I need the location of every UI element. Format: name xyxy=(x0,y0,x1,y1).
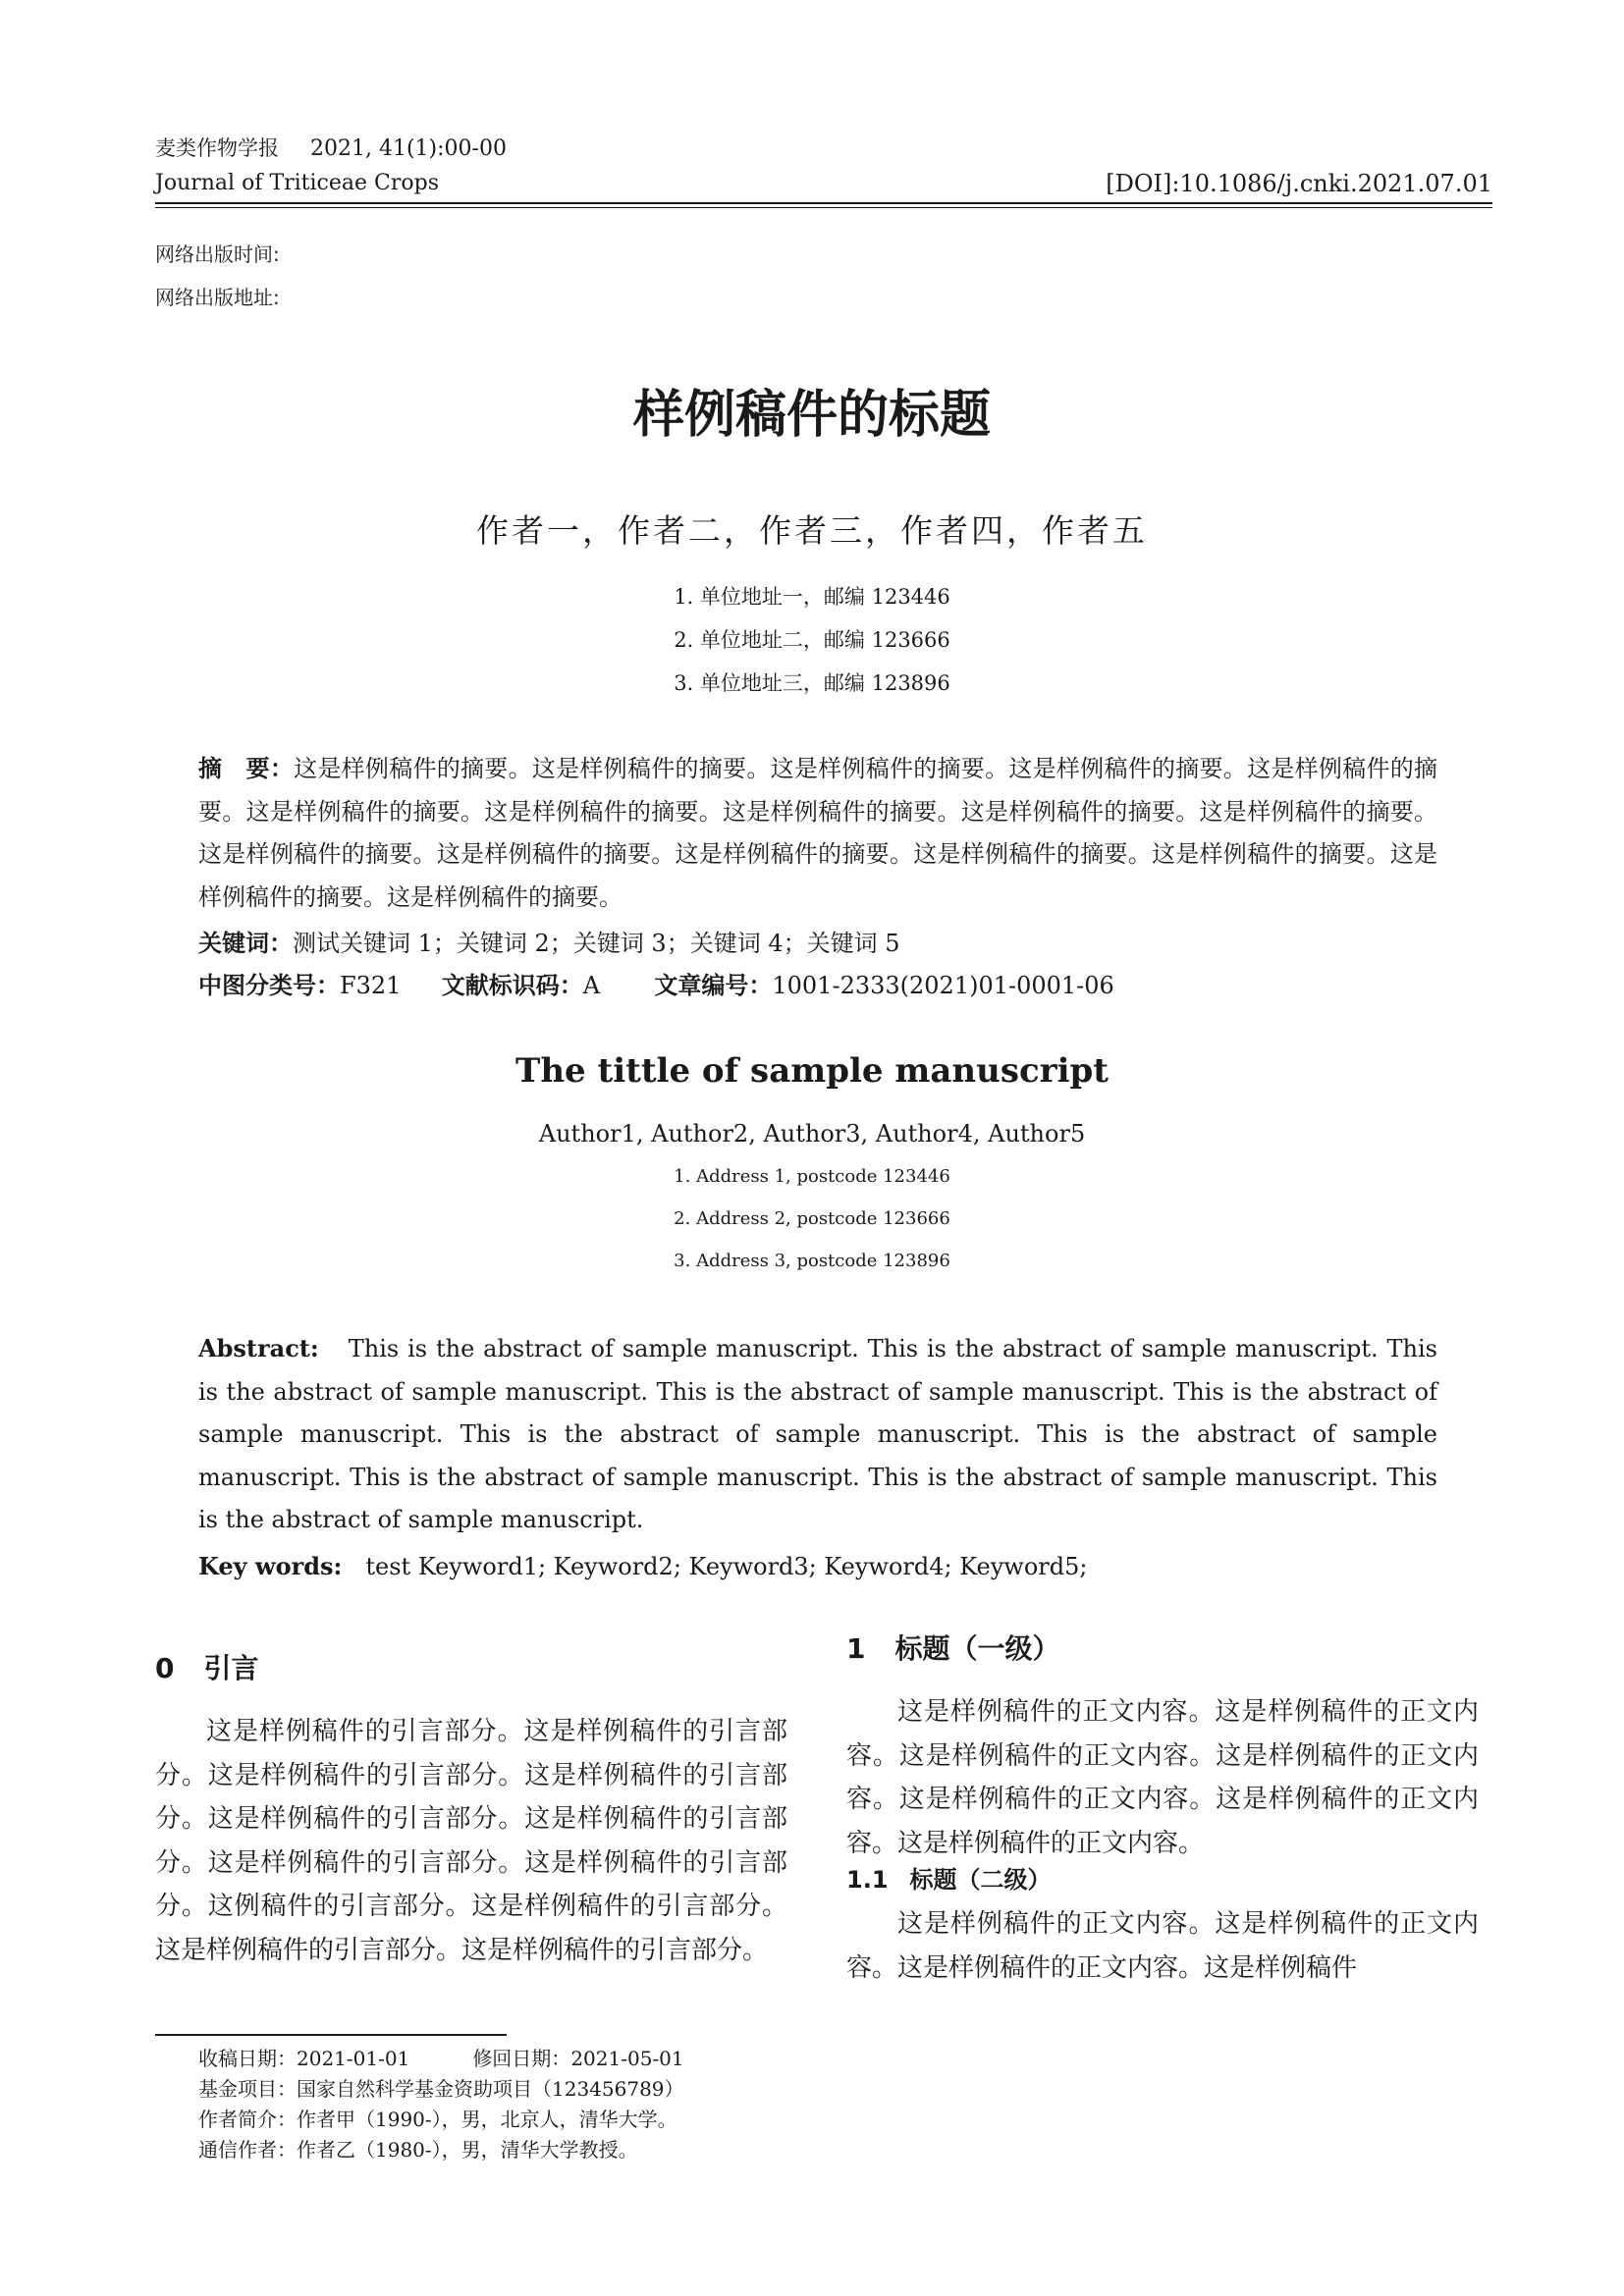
corresponding-text: 作者乙（1980-），男，清华大学教授。 xyxy=(297,2138,638,2162)
cn-keywords-text: 测试关键词 1；关键词 2；关键词 3；关键词 4；关键词 5 xyxy=(293,930,900,957)
corresponding-label: 通信作者： xyxy=(198,2138,297,2162)
online-publication-time: 网络出版时间: xyxy=(155,242,280,266)
cn-abstract-text: 这是样例稿件的摘要。这是样例稿件的摘要。这是样例稿件的摘要。这是样例稿件的摘要。这是样例稿件的摘要。这是样例稿件的摘要。这是样例稿件的摘要。这是样例稿件的摘要。这是样例稿件的摘要。这是样例稿件的摘要。这是样例稿件的摘要。这是样例稿件的摘要。这是样例稿件的摘要。这是样例稿件的摘要。这是样例稿件的摘要。这是样例稿件的摘要。这是样例稿件的摘要。 xyxy=(198,755,1438,911)
clc-label: 中图分类号： xyxy=(198,972,340,999)
received-label: 收稿日期： xyxy=(198,2047,297,2070)
en-title: The tittle of sample manuscript xyxy=(515,1051,1109,1091)
section-title: 标题（一级） xyxy=(894,1632,1060,1665)
doc-code-value: A xyxy=(582,972,601,999)
footnote-dates xyxy=(198,2044,807,2074)
clc-value: F321 xyxy=(340,972,402,999)
en-address-2: 2. Address 2, postcode 123666 xyxy=(674,1208,950,1229)
section-number: 1 xyxy=(846,1632,866,1665)
citation: 2021, 41(1):00-00 xyxy=(310,136,507,161)
revised-label: 修回日期： xyxy=(472,2047,571,2070)
cn-keywords-label: 关键词： xyxy=(198,930,293,957)
en-keywords xyxy=(198,1545,1437,1589)
en-keywords-label: Key words: xyxy=(198,1552,343,1580)
journal-name-cn: 麦类作物学报 xyxy=(155,136,279,160)
intro-paragraph: 这是样例稿件的引言部分。这是样例稿件的引言部分。这是样例稿件的引言部分。这是样例稿件的引言部分。这是样例稿件的引言部分。这是样例稿件的引言部分。这是样例稿件的引言部分。这是样例稿件的引言部分。这例稿件的引言部分。这是样例稿件的引言部分。这是样例稿件的引言部分。这是样例稿件的引言部分。 xyxy=(155,1717,787,1965)
section-number: 0 xyxy=(155,1652,175,1684)
cn-address-1: 1. 单位地址一，邮编 123446 xyxy=(674,585,950,609)
cn-address-2: 2. 单位地址二，邮编 123666 xyxy=(674,628,950,652)
en-keywords-text: test Keyword1; Keyword2; Keyword3; Keyword4; Keyword5; xyxy=(365,1553,1088,1580)
section-title: 引言 xyxy=(203,1652,259,1684)
footnote-author-bio xyxy=(198,2105,807,2135)
en-abstract-label: Abstract: xyxy=(198,1334,319,1362)
section-heading-1-1 xyxy=(846,1863,1052,1896)
revised-date: 2021-05-01 xyxy=(570,2047,684,2070)
section-heading-1 xyxy=(846,1629,1060,1669)
en-address-3: 3. Address 3, postcode 123896 xyxy=(674,1251,950,1271)
article-no-label: 文章编号： xyxy=(654,972,773,999)
doi: [DOI]:10.1086/j.cnki.2021.07.01 xyxy=(1106,170,1492,197)
online-publication-address: 网络出版地址: xyxy=(155,286,280,309)
footnote-rule xyxy=(155,2034,507,2036)
author-bio-label: 作者简介： xyxy=(198,2108,297,2131)
received-date: 2021-01-01 xyxy=(297,2047,410,2070)
section-1-1-paragraph: 这是样例稿件的正文内容。这是样例稿件的正文内容。这是样例稿件的正文内容。这是样例稿件 xyxy=(846,1909,1479,1983)
author-bio-text: 作者甲（1990-），男，北京人，清华大学。 xyxy=(297,2108,677,2131)
en-authors: Author1, Author2, Author3, Author4, Author5 xyxy=(538,1120,1086,1148)
footnote-fund xyxy=(198,2074,807,2105)
header-rule xyxy=(155,202,1492,204)
en-abstract-text: This is the abstract of sample manuscript. This is the abstract of sample manuscript. This is the abstract of sample manuscript. This is the abstract of sample manuscript. This is the abstract of sample manuscript. This is the abstract of sample manuscript. This is the abstract of sample manuscript. This is the abstract of sample manuscript. This is the abstract of sample manuscript. This is the abstract of sample manuscript. xyxy=(198,1335,1437,1533)
en-abstract xyxy=(198,1327,1437,1542)
running-header-left xyxy=(155,133,507,164)
cn-title: 样例稿件的标题 xyxy=(632,386,991,445)
subsection-number: 1.1 xyxy=(846,1866,889,1894)
section-1-paragraph: 这是样例稿件的正文内容。这是样例稿件的正文内容。这是样例稿件的正文内容。这是样例稿件的正文内容。这是样例稿件的正文内容。这是样例稿件的正文内容。这是样例稿件的正文内容。 xyxy=(846,1697,1479,1858)
header-rule-thin xyxy=(155,207,1492,208)
doc-code-label: 文献标识码： xyxy=(441,972,583,999)
cn-classification xyxy=(198,965,1437,1008)
en-address-1: 1. Address 1, postcode 123446 xyxy=(674,1166,950,1187)
cn-abstract xyxy=(198,748,1437,919)
fund-text: 国家自然科学基金资助项目（123456789） xyxy=(297,2077,684,2101)
cn-address-3: 3. 单位地址三，邮编 123896 xyxy=(674,671,950,695)
cn-authors: 作者一，作者二，作者三，作者四，作者五 xyxy=(476,511,1148,550)
article-no-value: 1001-2333(2021)01-0001-06 xyxy=(772,972,1114,999)
section-heading-intro xyxy=(155,1649,259,1688)
footnote xyxy=(198,2044,807,2165)
footnote-corresponding xyxy=(198,2135,807,2165)
fund-label: 基金项目： xyxy=(198,2077,297,2101)
journal-name-en: Journal of Triticeae Crops xyxy=(155,171,439,195)
subsection-title: 标题（二级） xyxy=(909,1866,1052,1894)
cn-keywords xyxy=(198,923,1437,966)
cn-abstract-label: 摘 要： xyxy=(198,755,295,782)
